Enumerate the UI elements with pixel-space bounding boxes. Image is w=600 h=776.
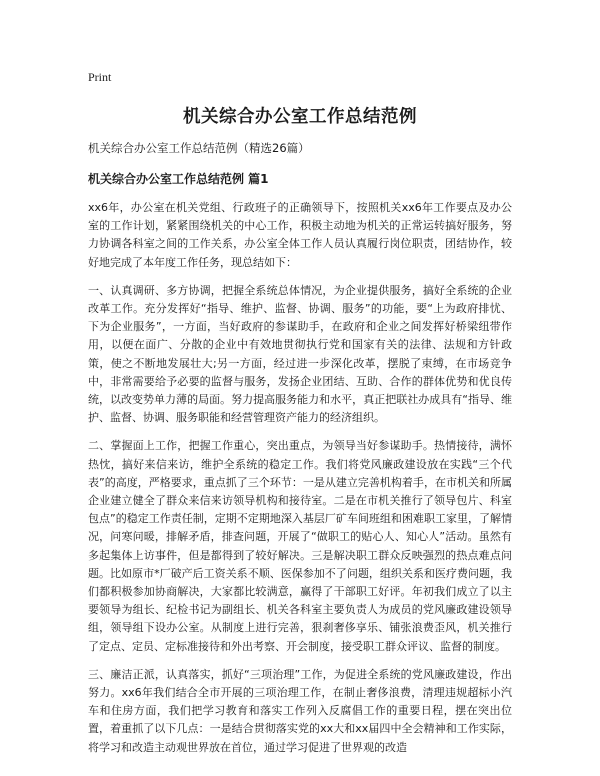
paragraph-section-2: 二、掌握面上工作，把握工作重心，突出重点，为领导当好参谋助手。热情接待，满怀热忱，搞好来信来访，维护全系统的稳定工作。我们将党风廉政建设放在实践“三个代表”的高度，严格要求，重点抓了三个环节：一是从建立完善机构着手，在市机关和所属企业建立健全了群众来信来访领导机构和接待室。二是在市机关推行了领导包片、科室包点”的稳定工作责任制，定期不定期地深入基层厂矿车间班组和困难职工家里，了解情况，问寒问暖，排解矛盾，排查问题，开展了“做职工的贴心人、知心人”活动。虽然有多起集体上访事件，但是都得到了较好解决。三是解决职工群众反映强烈的热点难点问题。比如原市*厂破产后工资关系不顺、医保参加不了问题，组织关系和医疗费问题，我们都积极参加协商解决，大家都比较满意，赢得了干部职工好评。年初我们成立了以主要领导为组长、纪检书记为副组长、机关各科室主要负责人为成员的党风廉政建设领导组，领导组下设办公室。从制度上进行完善，狠刹奢侈享乐、铺张浪费歪风，机关推行了定点、定员、定标准接待和外出考察、开会制度，接受职工群众评议、监督的制度。 xyxy=(88,439,512,653)
document-subtitle: 机关综合办公室工作总结范例（精选26篇） xyxy=(88,141,310,155)
print-link[interactable]: Print xyxy=(88,70,112,84)
paragraph-section-3: 三、廉洁正派，认真落实，抓好“三项治理”工作，为促进全系统的党风廉政建设，作出努力。xx6年我们结合全市开展的三项治理工作，在制止奢侈浪费，清理违规超标小汽车和住房方面，我们把学习教育和落实工作列入反腐倡工作的重要日程，摆在突出位置，着重抓了以下几点：一是结合贯彻落实党的xx大和xx届四中全会精神和工作实际，将学习和改造主动观世界放在首位，通过学习促进了世界观的改造 xyxy=(88,667,512,754)
paragraph-intro: xx6年，办公室在机关党组、行政班子的正确领导下，按照机关xx6年工作要点及办公室的工作计划，紧紧围绕机关的中心工作，积极主动地为机关的正常运转搞好服务，努力协调各科室之间的工作关系，办公室全体工作人员认真履行岗位职责，团结协作，较好地完成了本年度工作任务，现总结如下： xyxy=(88,201,512,269)
section-heading: 机关综合办公室工作总结范例 篇1 xyxy=(88,172,269,186)
paragraph-section-1: 一、认真调研、多方协调，把握全系统总体情况，为企业提供服务，搞好全系统的企业改革工作。充分发挥好“指导、维护、监督、协调、服务”的功能，要“上为政府排忧、下为企业服务”，一方面，当好政府的参谋助手，在政府和企业之间发挥好桥梁纽带作用，以便在面广、分散的企业中有效地贯彻执行党和国家有关的法律、法规和方针政策，使之不断地发展壮大;另一方面，经过进一步深化改革，摆脱了束缚，在市场竞争中，非常需要给予必要的监督与服务，发扬企业团结、互助、合作的群体优势和优良传统，以改变势单力薄的局面。努力提高服务能力和水平，真正把联社办成具有“指导、维护、监督、协调、服务职能和经营管理资产能力的经济组织。 xyxy=(88,283,512,425)
document-title: 机关综合办公室工作总结范例 xyxy=(183,107,417,127)
